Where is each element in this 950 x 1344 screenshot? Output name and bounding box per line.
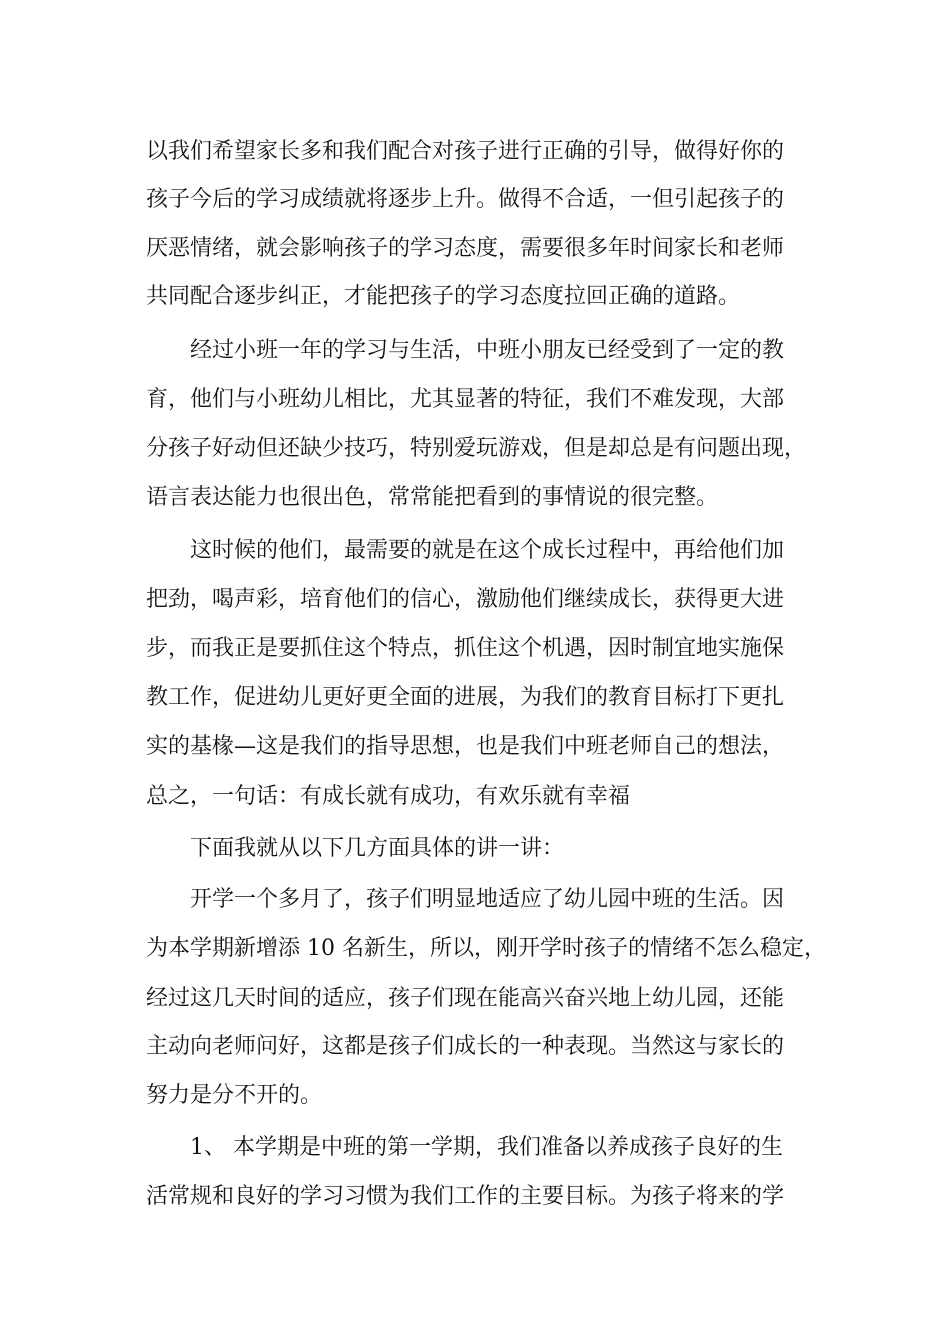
text-line: 步，而我正是要抓住这个特点，抓住这个机遇，因时制宜地实施保 [146,636,785,661]
text-line: 孩子今后的学习成绩就将逐步上升。做得不合适，一但引起孩子的 [146,187,785,212]
text-line: 活常规和良好的学习习惯为我们工作的主要目标。为孩子将来的学 [146,1184,785,1209]
text-line: 教工作，促进幼儿更好更全面的进展，为我们的教育目标打下更扎 [146,685,785,710]
paragraph-first-line: 下面我就从以下几方面具体的讲一讲： [190,836,565,861]
text-line: 经过这几天时间的适应，孩子们现在能高兴奋兴地上幼儿园，还能 [146,986,785,1011]
text-line: 共同配合逐步纠正，才能把孩子的学习态度拉回正确的道路。 [146,284,741,309]
text-line: 主动向老师问好，这都是孩子们成长的一种表现。当然这与家长的 [146,1034,785,1059]
paragraph-first-line: 经过小班一年的学习与生活，中班小朋友已经受到了一定的教 [190,338,785,363]
text-line: 以我们希望家长多和我们配合对孩子进行正确的引导，做得好你的 [146,139,785,164]
text-line: 把劲，喝声彩，培育他们的信心，激励他们继续成长，获得更大进 [146,587,785,612]
text-line: 为本学期新增添 10 名新生，所以，刚开学时孩子的情绪不怎么稳定， [146,936,826,961]
text-line: 努力是分不开的。 [146,1083,323,1108]
text-line: 语言表达能力也很出色，常常能把看到的事情说的很完整。 [146,485,719,510]
text-line: 实的基椽—这是我们的指导思想，也是我们中班老师自己的想法， [146,734,785,759]
paragraph-first-line: 这时候的他们，最需要的就是在这个成长过程中，再给他们加 [190,538,785,563]
text-line: 分孩子好动但还缺少技巧，特别爱玩游戏，但是却总是有问题出现， [146,436,807,461]
text-line: 厌恶情绪，就会影响孩子的学习态度，需要很多年时间家长和老师 [146,236,785,261]
text-line: 育，他们与小班幼儿相比，尤其显著的特征，我们不难发现，大部 [146,387,785,412]
text-line: 总之，一句话：有成长就有成功，有欢乐就有幸福 [146,784,631,809]
paragraph-first-line: 开学一个多月了，孩子们明显地适应了幼儿园中班的生活。因 [190,887,785,912]
list-item-first-line: 1、 本学期是中班的第一学期，我们准备以养成孩子良好的生 [190,1135,783,1160]
